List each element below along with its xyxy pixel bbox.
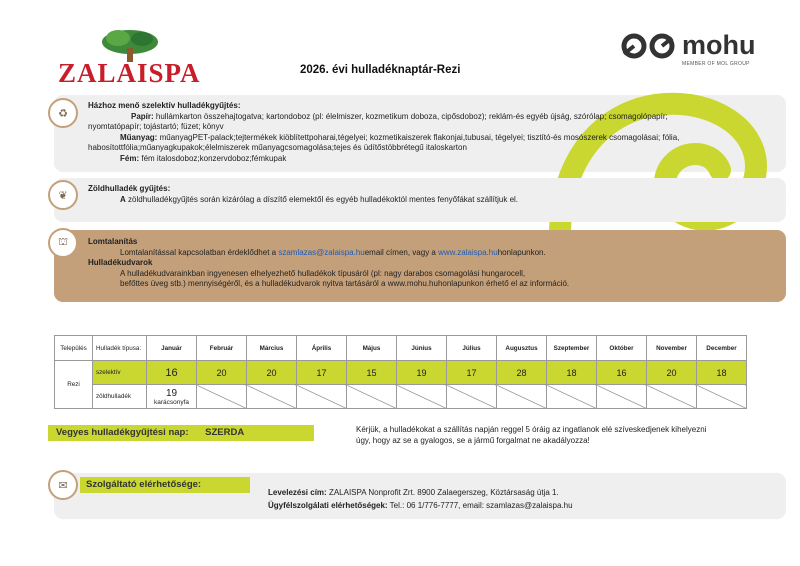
mohu-symbol-icon — [620, 32, 678, 60]
bulky-line1-b: email címen, vagy a — [364, 247, 439, 257]
empty-cell — [597, 385, 647, 409]
web-link[interactable]: www.zalaispa.hu — [438, 247, 498, 257]
telepules-header: Település — [55, 336, 93, 361]
green-jan-day: 19 — [165, 387, 178, 399]
collection-calendar-table — [54, 335, 747, 409]
month-header: Január — [147, 336, 197, 361]
empty-cell — [497, 385, 547, 409]
empty-cell — [197, 385, 247, 409]
logo-text: ZALAISPA — [58, 58, 201, 88]
selective-label-cell: szelektív — [93, 361, 147, 385]
empty-cell — [447, 385, 497, 409]
fem-label: Fém: — [120, 153, 140, 163]
page-title: 2026. évi hulladéknaptár-Rezi — [300, 64, 461, 76]
waste-yard-heading: Hulladékudvarok — [88, 258, 153, 267]
leaf-icon: ❦ — [48, 180, 78, 210]
month-header: Október — [597, 336, 647, 361]
selective-date-cell: 15 — [347, 361, 397, 385]
green-date-cell — [147, 385, 197, 409]
mohu-logo — [620, 30, 756, 67]
selective-date-cell: 18 — [547, 361, 597, 385]
table-row-selective — [55, 361, 747, 385]
green-waste-heading: Zöldhulladék gyűjtés: — [88, 184, 171, 193]
green-waste-body: zöldhulladékgyűjtés során kizárólag a díszítő elemektől és egyéb hulladékoktól mentes fenyőfákat szállítjuk el. — [128, 194, 519, 204]
recycle-icon: ♻ — [48, 98, 78, 128]
selective-date-cell: 20 — [647, 361, 697, 385]
mixed-waste-note — [356, 424, 776, 446]
selective-date-cell: 17 — [447, 361, 497, 385]
bulky-heading: Lomtalanítás — [88, 237, 138, 246]
bulky-waste-text — [88, 237, 778, 290]
tipus-header: Hulladék típusa: — [93, 336, 147, 361]
selective-collection-text — [88, 101, 778, 164]
mohu-wordmark: mohu — [682, 30, 756, 60]
month-header: Február — [197, 336, 247, 361]
papir-text-2: nyomtatópapír; tojástartó; füzet; könyv — [88, 122, 224, 131]
mixed-waste-label: Vegyes hulladékgyűjtési nap: — [56, 427, 189, 438]
selective-date-cell: 17 — [297, 361, 347, 385]
selective-date-cell: 16 — [147, 361, 197, 385]
selective-date-cell: 28 — [497, 361, 547, 385]
muanyag-text-2: habosítottfólia;műanyagkupakok;élelmiszerek műanyagcsomagolása;tejes és üdítőstöbbrétegű italoskarton — [88, 143, 467, 152]
mixed-waste-badge — [48, 425, 314, 441]
mixed-note-2: úgy, hogy az se a gyalogos, se a jármű forgalmat ne akadályozza! — [356, 436, 590, 445]
empty-cell — [697, 385, 747, 409]
selective-date-cell: 20 — [197, 361, 247, 385]
green-waste-text — [88, 184, 688, 205]
waste-yard-line3-b: honlapunkon érhető el az információ. — [437, 279, 570, 288]
month-header: Március — [247, 336, 297, 361]
papir-label: Papír: — [131, 111, 154, 121]
selective-date-cell: 19 — [397, 361, 447, 385]
green-jan-note: karácsonyfa — [153, 398, 190, 406]
green-label-cell: zöldhulladék — [93, 385, 147, 409]
address-label: Levelezési cím: — [268, 488, 327, 497]
month-header: Július — [447, 336, 497, 361]
papir-text: hullámkarton összehajtogatva; kartondoboz (pl: élelmiszer, kozmetikum doboza, cipősdoboz); reklám-és egyéb újság, szórólap; csomagolópapír; — [155, 111, 668, 121]
month-header: Augusztus — [497, 336, 547, 361]
address-value: ZALAISPA Nonprofit Zrt. 8900 Zalaegerszeg, Köztársaság útja 1. — [328, 488, 559, 497]
fem-text: fém italosdoboz;konzervdoboz;fémkupak — [141, 153, 287, 163]
bulky-line1-c: honlapunkon. — [497, 247, 546, 257]
contact-text — [268, 486, 573, 512]
month-header: Április — [297, 336, 347, 361]
muanyag-text: műanyagPET-palack;tejtermékek kiöblítettpoharai,tégelyei; kozmetikaiszerek flakonjai,tubusai, tégelyei; tisztító-és mosószerek csomagolásai; fólia, — [159, 132, 680, 142]
envelope-icon: ✉ — [48, 470, 78, 500]
empty-cell — [297, 385, 347, 409]
empty-cell — [347, 385, 397, 409]
selective-heading: Házhoz menő szelektív hulladékgyűjtés: — [88, 101, 241, 110]
mixed-waste-day: SZERDA — [205, 427, 245, 438]
empty-cell — [547, 385, 597, 409]
contact-badge: Szolgáltató elérhetősége: — [80, 477, 250, 493]
table-header-row — [55, 336, 747, 361]
mixed-note-1: Kérjük, a hulladékokat a szállítás napján reggel 5 óráig az ingatlanok elé szíveskedjenek kihelyezni — [356, 425, 707, 434]
green-waste-a: A — [120, 194, 126, 204]
month-header: Szeptember — [547, 336, 597, 361]
furniture-icon: ⛫ — [48, 228, 78, 258]
empty-cell — [647, 385, 697, 409]
waste-yard-line3-a: befőttes üveg stb.) mennyiségéről, és a hulladékudvarok nyitva tartásáról a — [120, 279, 388, 288]
waste-yard-line2: A hulladékudvarainkban ingyenesen elhelyezhető hulladékok típusáról (pl: nagy darabos csomagolási hungarocell, — [120, 268, 526, 278]
service-value: Tel.: 06 1/776-7777, email: szamlazas@zalaispa.hu — [389, 501, 573, 510]
empty-cell — [247, 385, 297, 409]
month-header: Június — [397, 336, 447, 361]
mohu-subtitle: MEMBER OF MOL GROUP — [682, 61, 750, 67]
email-link[interactable]: szamlazas@zalaispa.hu — [278, 247, 365, 257]
table-row-green — [55, 385, 747, 409]
service-label: Ügyfélszolgálati elérhetőségek: — [268, 501, 388, 510]
month-header: December — [697, 336, 747, 361]
bulky-line1-a: Lomtalanítással kapcsolatban érdeklődhet a — [120, 247, 279, 257]
muanyag-label: Műanyag: — [120, 132, 158, 142]
selective-date-cell: 16 — [597, 361, 647, 385]
month-header: November — [647, 336, 697, 361]
selective-date-cell: 20 — [247, 361, 297, 385]
month-header: Május — [347, 336, 397, 361]
telepules-cell: Rezi — [55, 361, 93, 409]
selective-date-cell: 18 — [697, 361, 747, 385]
mohu-web-link[interactable]: www.mohu.hu — [387, 279, 438, 288]
empty-cell — [397, 385, 447, 409]
